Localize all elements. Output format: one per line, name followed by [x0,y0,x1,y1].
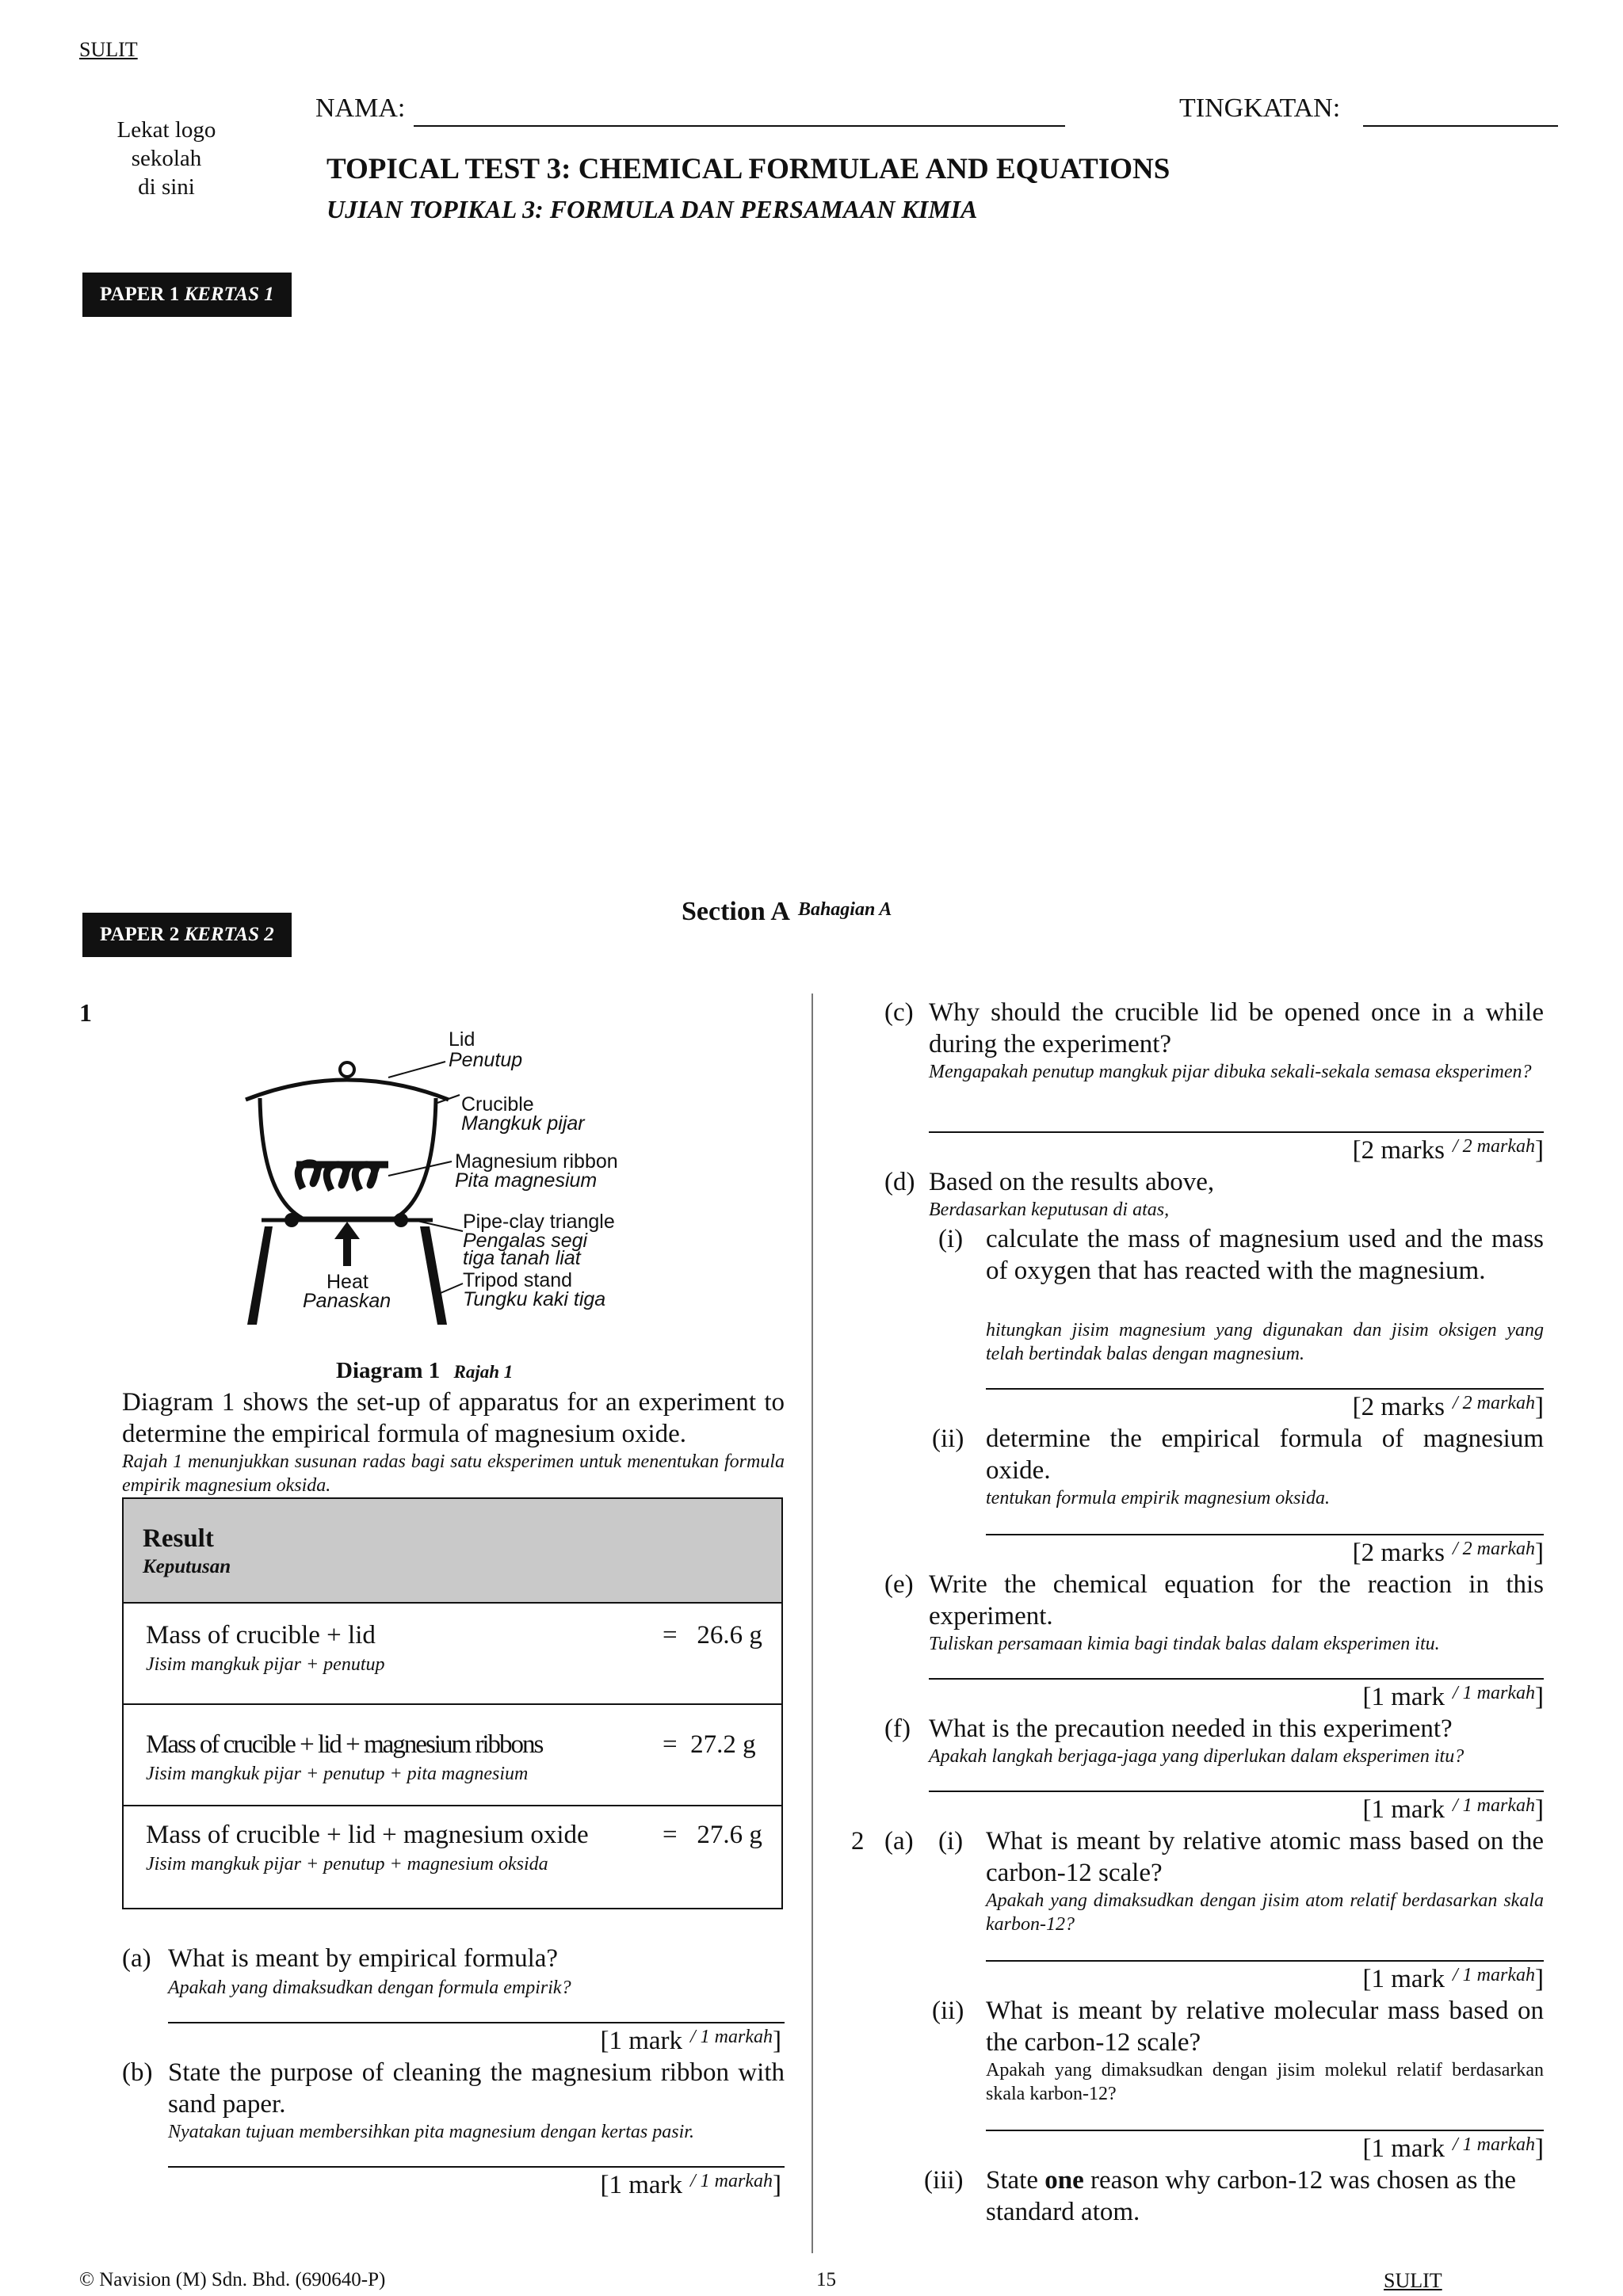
q2aii-mark: [1 mark [1362,2134,1445,2163]
footer-page-number: 15 [816,2269,836,2290]
q2aii-label: (ii) [932,1997,964,2025]
q2ai-label: (i) [938,1827,964,1855]
q1c-mark-close: ] [1535,1136,1544,1165]
q1di-mark: [2 marks [1352,1393,1445,1421]
q1di-question: calculate the mass of magnesium used and the mass of oxygen that has reacted with the magnesium. [986,1225,1544,1285]
page-subtitle: UJIAN TOPIKAL 3: FORMULA DAN PERSAMAAN KIMIA [327,195,978,223]
q1a-mark-close: ] [773,2027,781,2055]
page-title: TOPICAL TEST 3: CHEMICAL FORMULAE AND EQUATIONS [327,153,1170,185]
q1b-marks [600,2171,781,2200]
q1c-question-ms: Mengapakah penutup mangkuk pijar dibuka sekali-sekala semasa eksperimen? [929,1062,1532,1082]
q2ai-question: What is meant by relative atomic mass based on the carbon-12 scale? [986,1827,1544,1887]
q1e-mark-ms: / 1 markah [1453,1683,1535,1703]
result-head-ms: Keputusan [143,1556,231,1577]
q2aiii-post: reason why carbon-12 was chosen as the standard atom. [986,2166,1516,2226]
q1a-marks [600,2027,781,2056]
q2ai-question-ms: Apakah yang dimaksudkan dengan jisim atom relatif berdasarkan skala karbon-12? [986,1890,1544,1935]
q1dii-question-ms: tentukan formula empirik magnesium oksida. [986,1488,1330,1508]
q1f-question: What is the precaution needed in this experiment? [929,1714,1453,1743]
q2aii-marks [1362,2134,1544,2164]
paper1-label: PAPER 1 [100,284,180,305]
tingkatan-label: TINGKATAN: [1179,93,1341,123]
label-crucible: Crucible [461,1093,534,1116]
q1e-mark-close: ] [1535,1683,1544,1711]
table-row [124,1604,781,1705]
q1dii-mark-ms: / 2 markah [1453,1539,1535,1559]
q1e-question: Write the chemical equation for the reaction in this experiment. [929,1570,1544,1630]
tripod-leg-left-icon [247,1226,273,1325]
q1e-mark: [1 mark [1362,1683,1445,1711]
q1a-mark: [1 mark [600,2027,682,2055]
label-triangle: Pipe-clay triangle [463,1211,615,1233]
column-divider [812,994,813,2253]
q1-number: 1 [79,998,92,1027]
q1c-mark-ms: / 2 markah [1453,1136,1535,1157]
logo-line-2: sekolah [131,146,202,171]
logo-line-1: Lekat logo [116,117,216,143]
q2ai-mark-close: ] [1535,1965,1544,1993]
q1a-label: (a) [122,1944,151,1973]
label-lid: Lid [449,1028,475,1051]
q1e-label: (e) [884,1570,914,1599]
magnesium-ribbon-icon [296,1163,388,1190]
q2aii-question: What is meant by relative molecular mass based on the carbon-12 scale? [986,1997,1544,2057]
tripod-leg-right-icon [420,1226,447,1325]
apparatus-diagram [230,1014,642,1331]
q1dii-mark: [2 marks [1352,1539,1445,1567]
q1b-question: State the purpose of cleaning the magnesium ribbon with sand paper. [168,2058,785,2119]
tingkatan-field[interactable] [1363,125,1558,127]
logo-placeholder [95,116,238,201]
q2aii-mark-ms: / 1 markah [1453,2134,1535,2155]
diagram-caption [336,1358,513,1384]
q1d-question: Based on the results above, [929,1168,1215,1196]
q1di-mark-ms: / 2 markah [1453,1393,1535,1413]
paper2-badge [82,913,292,957]
row-2-value: = 27.2 g [663,1730,756,1759]
table-row [124,1705,781,1806]
q2ai-answer-line[interactable] [986,1960,1544,1962]
label-crucible-ms: Mangkuk pijar [461,1112,585,1135]
q2aii-mark-close: ] [1535,2134,1544,2163]
label-heat-ms: Panaskan [303,1290,391,1312]
row-3-label-ms: Jisim mangkuk pijar + penutup + magnesium oksida [146,1854,548,1875]
q2a-label: (a) [884,1827,914,1855]
q1-intro-ms: Rajah 1 menunjukkan susunan radas bagi satu eksperimen untuk menentukan formula empirik magnesium oksida. [122,1451,785,1496]
q1b-mark: [1 mark [600,2171,682,2199]
row-2-label: Mass of crucible + lid + magnesium ribbons [146,1730,543,1759]
q1b-question-ms: Nyatakan tujuan membersihkan pita magnesium dengan kertas pasir. [168,2122,694,2142]
result-table [122,1497,783,1909]
lid-knob-icon [340,1062,354,1077]
label-tripod: Tripod stand [463,1269,573,1291]
label-lid-ms: Penutup [449,1049,523,1071]
footer-copyright: © Navision (M) Sdn. Bhd. (690640-P) [79,2269,386,2290]
label-ribbon: Magnesium ribbon [455,1150,618,1173]
nama-label: NAMA: [315,93,406,123]
q1f-mark-ms: / 1 markah [1453,1795,1535,1816]
diagram-caption-en: Diagram 1 [336,1358,441,1383]
table-row [124,1806,781,1908]
row-2-label-ms: Jisim mangkuk pijar + penutup + pita magnesium [146,1764,529,1784]
q1di-answer-line[interactable] [986,1388,1544,1390]
q1f-mark-close: ] [1535,1795,1544,1824]
q2aii-question-ms: Apakah yang dimaksudkan dengan jisim molekul relatif berdasarkan skala karbon-12? [986,2060,1544,2104]
lid-icon [246,1080,449,1100]
q1a-question: What is meant by empirical formula? [168,1944,559,1973]
q1b-mark-ms: / 1 markah [690,2171,773,2191]
paper1-badge [82,273,292,317]
q1f-label: (f) [884,1714,911,1743]
q1di-marks [1353,1393,1544,1422]
diagram-caption-ms: Rajah 1 [453,1362,514,1382]
sulit-top: SULIT [79,38,138,61]
q2aii-answer-line[interactable] [986,2130,1544,2131]
q1di-mark-close: ] [1535,1393,1544,1421]
section-ms: Bahagian A [797,899,892,920]
q1e-marks [1362,1683,1544,1712]
q1c-marks [1353,1136,1544,1165]
q2ai-marks [1362,1965,1544,1994]
q1di-label: (i) [938,1225,964,1253]
label-triangle-ms-2: tiga tanah liat [463,1247,581,1269]
q2ai-mark-ms: / 1 markah [1453,1965,1535,1985]
q1a-answer-line[interactable] [168,2022,785,2023]
logo-line-3: di sini [138,174,195,200]
q1d-label: (d) [884,1168,915,1196]
q2aiii-bold: one [1044,2166,1084,2195]
paper2-label: PAPER 2 [100,924,180,945]
q1f-question-ms: Apakah langkah berjaga-jaga yang diperlukan dalam eksperimen itu? [929,1746,1465,1767]
q1c-answer-line[interactable] [929,1131,1544,1133]
result-head: Result [143,1524,214,1553]
q1f-mark: [1 mark [1362,1795,1445,1824]
q2aiii-label: (iii) [924,2166,964,2195]
q1a-question-ms: Apakah yang dimaksudkan dengan formula empirik? [168,1978,571,1998]
label-tripod-ms: Tungku kaki tiga [463,1288,606,1310]
q1dii-label: (ii) [932,1425,964,1453]
row-1-value: = 26.6 g [663,1621,762,1650]
row-3-value: = 27.6 g [663,1821,762,1849]
q1dii-question: determine the empirical formula of magnesium oxide. [986,1425,1544,1485]
result-table-header [124,1499,781,1604]
heat-arrow-icon [334,1222,360,1266]
q2-number: 2 [851,1827,865,1855]
section-heading [682,897,892,927]
q1b-mark-close: ] [773,2171,781,2199]
q2aiii-question [986,2164,1544,2228]
q1dii-marks [1353,1539,1544,1568]
label-ribbon-ms: Pita magnesium [455,1169,598,1192]
paper2-label-ms: KERTAS 2 [184,924,274,945]
triangle-knob-left-icon [285,1213,299,1227]
crucible-icon [260,1098,436,1219]
q1c-label: (c) [884,998,914,1027]
q1dii-mark-close: ] [1535,1539,1544,1567]
nama-field[interactable] [414,125,1065,127]
q1-intro: Diagram 1 shows the set-up of apparatus for an experiment to determine the empirical formula of magnesium oxide. [122,1388,785,1448]
paper1-label-ms: KERTAS 1 [184,284,274,305]
label-triangle-ms-1: Pengalas segi [463,1230,588,1252]
q2aiii-pre: State [986,2166,1038,2195]
q1d-question-ms: Berdasarkan keputusan di atas, [929,1199,1170,1220]
row-1-label-ms: Jisim mangkuk pijar + penutup [146,1654,385,1675]
q1b-label: (b) [122,2058,153,2087]
q1f-marks [1362,1795,1544,1825]
q1dii-answer-line[interactable] [986,1534,1544,1535]
label-heat: Heat [327,1271,369,1293]
q1c-mark: [2 marks [1352,1136,1445,1165]
q1a-mark-ms: / 1 markah [690,2027,773,2047]
q1di-question-ms: hitungkan jisim magnesium yang digunakan dan jisim oksigen yang telah bertindak balas dengan magnesium. [986,1320,1544,1364]
q1e-question-ms: Tuliskan persamaan kimia bagi tindak balas dalam eksperimen itu. [929,1634,1440,1654]
triangle-knob-right-icon [394,1213,408,1227]
q1c-question: Why should the crucible lid be opened once in a while during the experiment? [929,998,1544,1058]
q2ai-mark: [1 mark [1362,1965,1445,1993]
row-1-label: Mass of crucible + lid [146,1621,376,1650]
q1b-answer-line[interactable] [168,2166,785,2168]
section-en: Section A [682,897,790,926]
footer-sulit: SULIT [1384,2269,1442,2292]
q1e-answer-line[interactable] [929,1678,1544,1680]
row-3-label: Mass of crucible + lid + magnesium oxide [146,1821,589,1849]
q1f-answer-line[interactable] [929,1791,1544,1792]
